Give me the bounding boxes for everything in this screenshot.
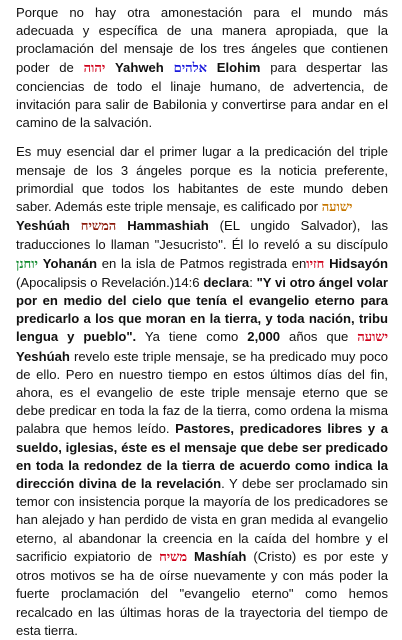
text: Porque no hay otra amonestación para el mundo más adecuada y específica de una manera apropiada, que la proclamación del mensaje de los tres ángeles que contienen poder de <box>16 5 388 75</box>
text: . Y debe ser proclamado sin temor con insistencia porque la mayoría de los predicadores se han alejado y han perdido de vista en gran medida al evangelio eterno, al abandonar la creencia en la caída del hombre y el sacrificio expiatorio de <box>16 476 388 564</box>
text: Es muy esencial dar el primer lugar a la predicación del triple mensaje de los 3 ángeles porque es la noticia preferente, primordial que todos los habitantes de este mundo deben saber. Además este triple mensaje, es calificado por <box>16 144 388 215</box>
text: : <box>249 274 257 290</box>
name-hidsayon: Hidsayón <box>329 255 388 271</box>
hebrew-hizayon: חזיו <box>306 256 325 272</box>
hebrew-mashiah: משיח <box>159 549 188 565</box>
paragraph-gap <box>16 132 388 143</box>
hebrew-yohanan: יוחנן <box>16 256 38 272</box>
name-yahweh: Yahweh <box>115 59 164 75</box>
bible-quote: "Y vi otro ángel volar por en medio del cielo que tenía el evangelio eterno para predicarlo a los que moran en la tierra, y toda nación, tribu lengua y pueblo". <box>16 274 389 345</box>
name-hammashiah: Hammashiah <box>127 218 209 234</box>
name-elohim: Elohim <box>216 59 261 75</box>
name-yeshuah: Yeshúah <box>16 218 70 234</box>
number-2000: 2,000 <box>247 329 281 345</box>
name-yohanan: Yohanán <box>42 255 98 271</box>
text: Ya tiene como <box>136 329 248 345</box>
hebrew-yhwh: יהוה <box>83 60 106 76</box>
name-mashiah: Mashíah <box>194 548 247 564</box>
paragraph-triple-message <box>16 143 388 639</box>
text: para despertar las conciencias de todo el linaje humano, de advertencia, de invitación para salir de Babilonia y convertirse para andar en el camino de la salvación. <box>16 59 388 131</box>
text: (EL ungido Salvador), las traducciones lo llaman "Jesucristo". Él lo reveló a su discípulo <box>16 218 388 253</box>
text: (Apocalipsis o Revelación.)14:6 <box>16 274 204 290</box>
hebrew-elohim: אלהים <box>173 60 208 76</box>
hebrew-yeshuah-2: ישועה <box>357 330 389 346</box>
text: años que <box>280 329 358 345</box>
text: en la isla de Patmos registrada en <box>97 255 307 271</box>
text: revelo este triple mensaje, se ha predicado muy poco de ello. Pero en nuestro tiempo en estos últimos días del fin, ahora, es el evangelio de este triple mensaje eterno que se debe predicar en toda la faz de la tierra, como ordena la misma palabra que hemos leído. <box>16 348 388 437</box>
hebrew-yeshuah: ישועה <box>321 200 353 216</box>
paragraph-three-angels-warning <box>16 4 388 132</box>
text: (Cristo) es por este y otros motivos se ha de oírse nuevamente y con más poder la fuerte proclamación del "evangelio eterno" como hemos recalcado en las últimas horas de la trayectoria del tiempo de esta tierra. <box>16 548 389 638</box>
word-declara: declara <box>203 274 250 290</box>
hebrew-hammashiah: המשיח <box>80 219 117 235</box>
name-yeshuah-2: Yeshúah <box>16 348 70 364</box>
pastores-statement: Pastores, predicadores libres y a sueldo, iglesias, éste es el mensaje que debe ser predicado en toda la redondez de la tierra de acuerdo como indica la dirección divina de la revelación <box>16 421 388 492</box>
